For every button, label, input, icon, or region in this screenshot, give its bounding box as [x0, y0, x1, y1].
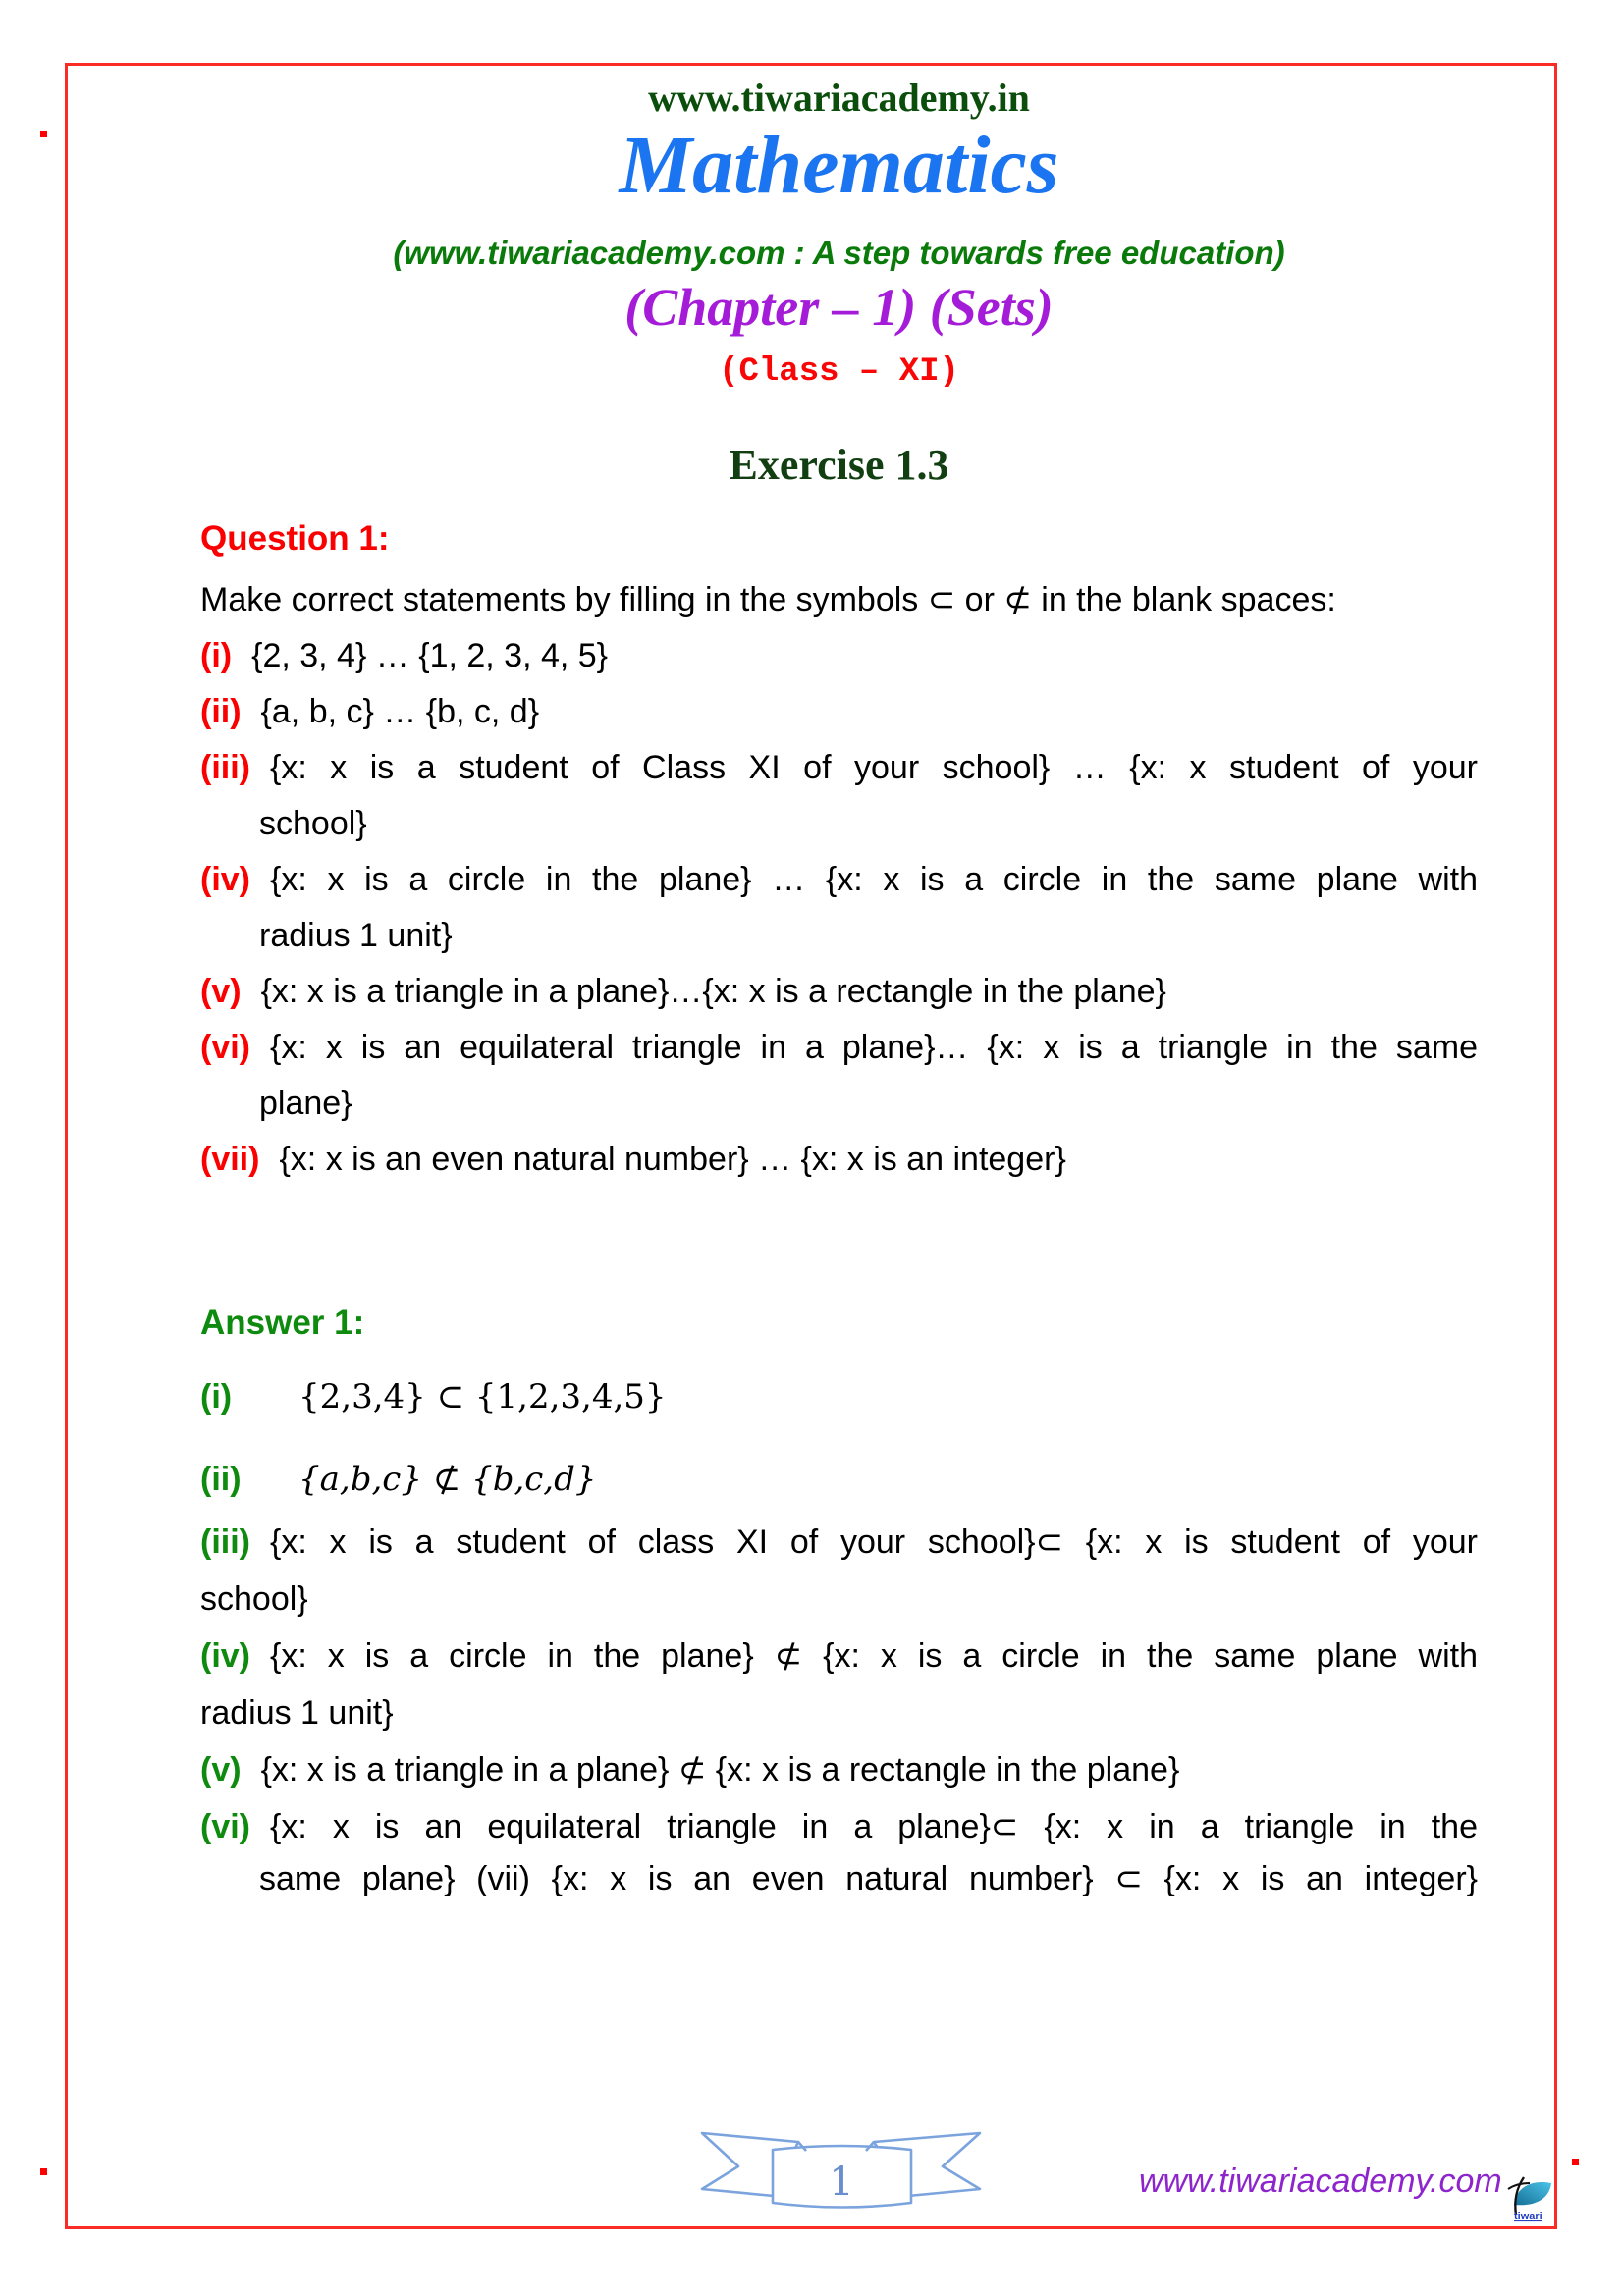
item-label: (i) — [200, 1378, 233, 1415]
item-line — [200, 1741, 1478, 1798]
list-item-ii — [200, 1451, 1478, 1508]
list-item-vi — [200, 1020, 1478, 1132]
item-line — [259, 1855, 1478, 1902]
item-text: {a, b, c} … {b, c, d} — [260, 693, 540, 730]
item-text: {2,3,4} ⊂ {1,2,3,4,5} — [298, 1377, 667, 1416]
list-item-iii — [200, 1514, 1478, 1628]
list-item-iv — [200, 852, 1478, 964]
item-line — [200, 1798, 1478, 1855]
list-item-v — [200, 1741, 1478, 1798]
item-line — [200, 1451, 1478, 1508]
page-frame — [65, 63, 1557, 2229]
item-line — [200, 1571, 1478, 1628]
item-label: (ii) — [200, 1461, 242, 1498]
class-line: (Class – XI) — [719, 353, 959, 391]
item-label: (v) — [200, 973, 242, 1010]
item-label: (vi) — [200, 1808, 250, 1845]
item-text: same plane} (vii) {x: x is an even natural number} ⊂ {x: x is an integer} — [259, 1860, 1478, 1897]
item-text: {x: x is a student of class XI of your school}⊂ {x: x is student of your — [269, 1523, 1478, 1561]
item-label: (iv) — [200, 861, 250, 898]
stray-dot — [40, 131, 47, 137]
item-line — [200, 1132, 1478, 1188]
item-label: (iii) — [200, 749, 250, 786]
list-item-i — [200, 628, 1478, 684]
list-item-ii — [200, 684, 1478, 740]
item-line — [259, 1076, 1478, 1132]
item-text: school} — [259, 805, 367, 842]
item-label: (iv) — [200, 1637, 250, 1675]
item-line — [200, 628, 1478, 684]
item-line — [200, 1368, 1478, 1425]
page-number: 1 — [829, 2160, 854, 2205]
question-heading: Question 1: — [200, 519, 390, 558]
item-label: (ii) — [200, 693, 242, 730]
item-text: school} — [200, 1580, 308, 1618]
list-item-v — [200, 964, 1478, 1020]
item-text: {x: x is a student of Class XI of your school} … {x: x student of your — [269, 749, 1478, 786]
item-text: {2, 3, 4} … {1, 2, 3, 4, 5} — [251, 637, 609, 674]
item-line — [200, 684, 1478, 740]
footer-site-link[interactable]: www.tiwariacademy.com — [1139, 2163, 1502, 2200]
question-intro: Make correct statements by filling in the symbols ⊂ or ⊄ in the blank spaces: — [200, 581, 1336, 618]
item-line — [259, 796, 1478, 852]
answer-section — [200, 1304, 1478, 1902]
item-text: {x: x is an equilateral triangle in a plane}⊂ {x: x in a triangle in the — [270, 1808, 1478, 1845]
item-line — [200, 852, 1478, 908]
item-label: (vii) — [200, 1141, 260, 1178]
item-label: (i) — [200, 637, 233, 674]
item-line — [200, 1684, 1478, 1741]
item-label: (vi) — [200, 1029, 250, 1066]
page-number-ribbon — [687, 2120, 992, 2214]
chapter-title: (Chapter – 1) (Sets) — [624, 278, 1054, 337]
site-title: www.tiwariacademy.in — [648, 76, 1030, 120]
item-line — [200, 740, 1478, 796]
item-text: {x: x is an equilateral triangle in a plane}… {x: x is a triangle in the same — [270, 1029, 1478, 1066]
item-text: plane} — [259, 1085, 352, 1122]
item-text: {x: x is a triangle in a plane} ⊄ {x: x is a rectangle in the plane} — [260, 1751, 1180, 1789]
item-line — [200, 964, 1478, 1020]
list-item-vii — [200, 1132, 1478, 1188]
item-line — [200, 1514, 1478, 1571]
item-text: {x: x is an even natural number} … {x: x is an integer} — [279, 1141, 1066, 1178]
item-line — [259, 908, 1478, 964]
item-label: (v) — [200, 1751, 242, 1789]
item-text: {x: x is a circle in the plane} … {x: x is a circle in the same plane with — [270, 861, 1478, 898]
item-text: radius 1 unit} — [200, 1694, 394, 1732]
answer-items — [200, 1368, 1478, 1902]
item-label: (iii) — [200, 1523, 250, 1561]
list-item-i — [200, 1368, 1478, 1425]
item-text: {a,b,c} ⊄ {b,c,d} — [298, 1460, 597, 1499]
logo-text: tiwari — [1514, 2211, 1542, 2222]
answer-heading: Answer 1: — [200, 1304, 365, 1342]
list-item-iii — [200, 740, 1478, 852]
question-section — [200, 519, 1478, 1188]
item-line — [200, 1628, 1478, 1684]
tagline: (www.tiwariacademy.com : A step towards free education) — [393, 235, 1285, 271]
list-item-iv — [200, 1628, 1478, 1741]
exercise-title: Exercise 1.3 — [729, 441, 949, 489]
page-header — [200, 76, 1478, 490]
stray-dot — [1572, 2159, 1579, 2165]
stray-dot — [40, 2168, 47, 2175]
question-items — [200, 628, 1478, 1188]
tiwari-logo — [1504, 2175, 1559, 2222]
item-text: {x: x is a circle in the plane} ⊄ {x: x is a circle in the same plane with — [270, 1637, 1478, 1675]
item-text: {x: x is a triangle in a plane}…{x: x is a rectangle in the plane} — [260, 973, 1166, 1010]
item-text: radius 1 unit} — [259, 917, 453, 954]
item-line — [200, 1020, 1478, 1076]
list-item-vi — [200, 1798, 1478, 1902]
subject-title: Mathematics — [619, 120, 1059, 211]
page-content — [68, 76, 1554, 1902]
